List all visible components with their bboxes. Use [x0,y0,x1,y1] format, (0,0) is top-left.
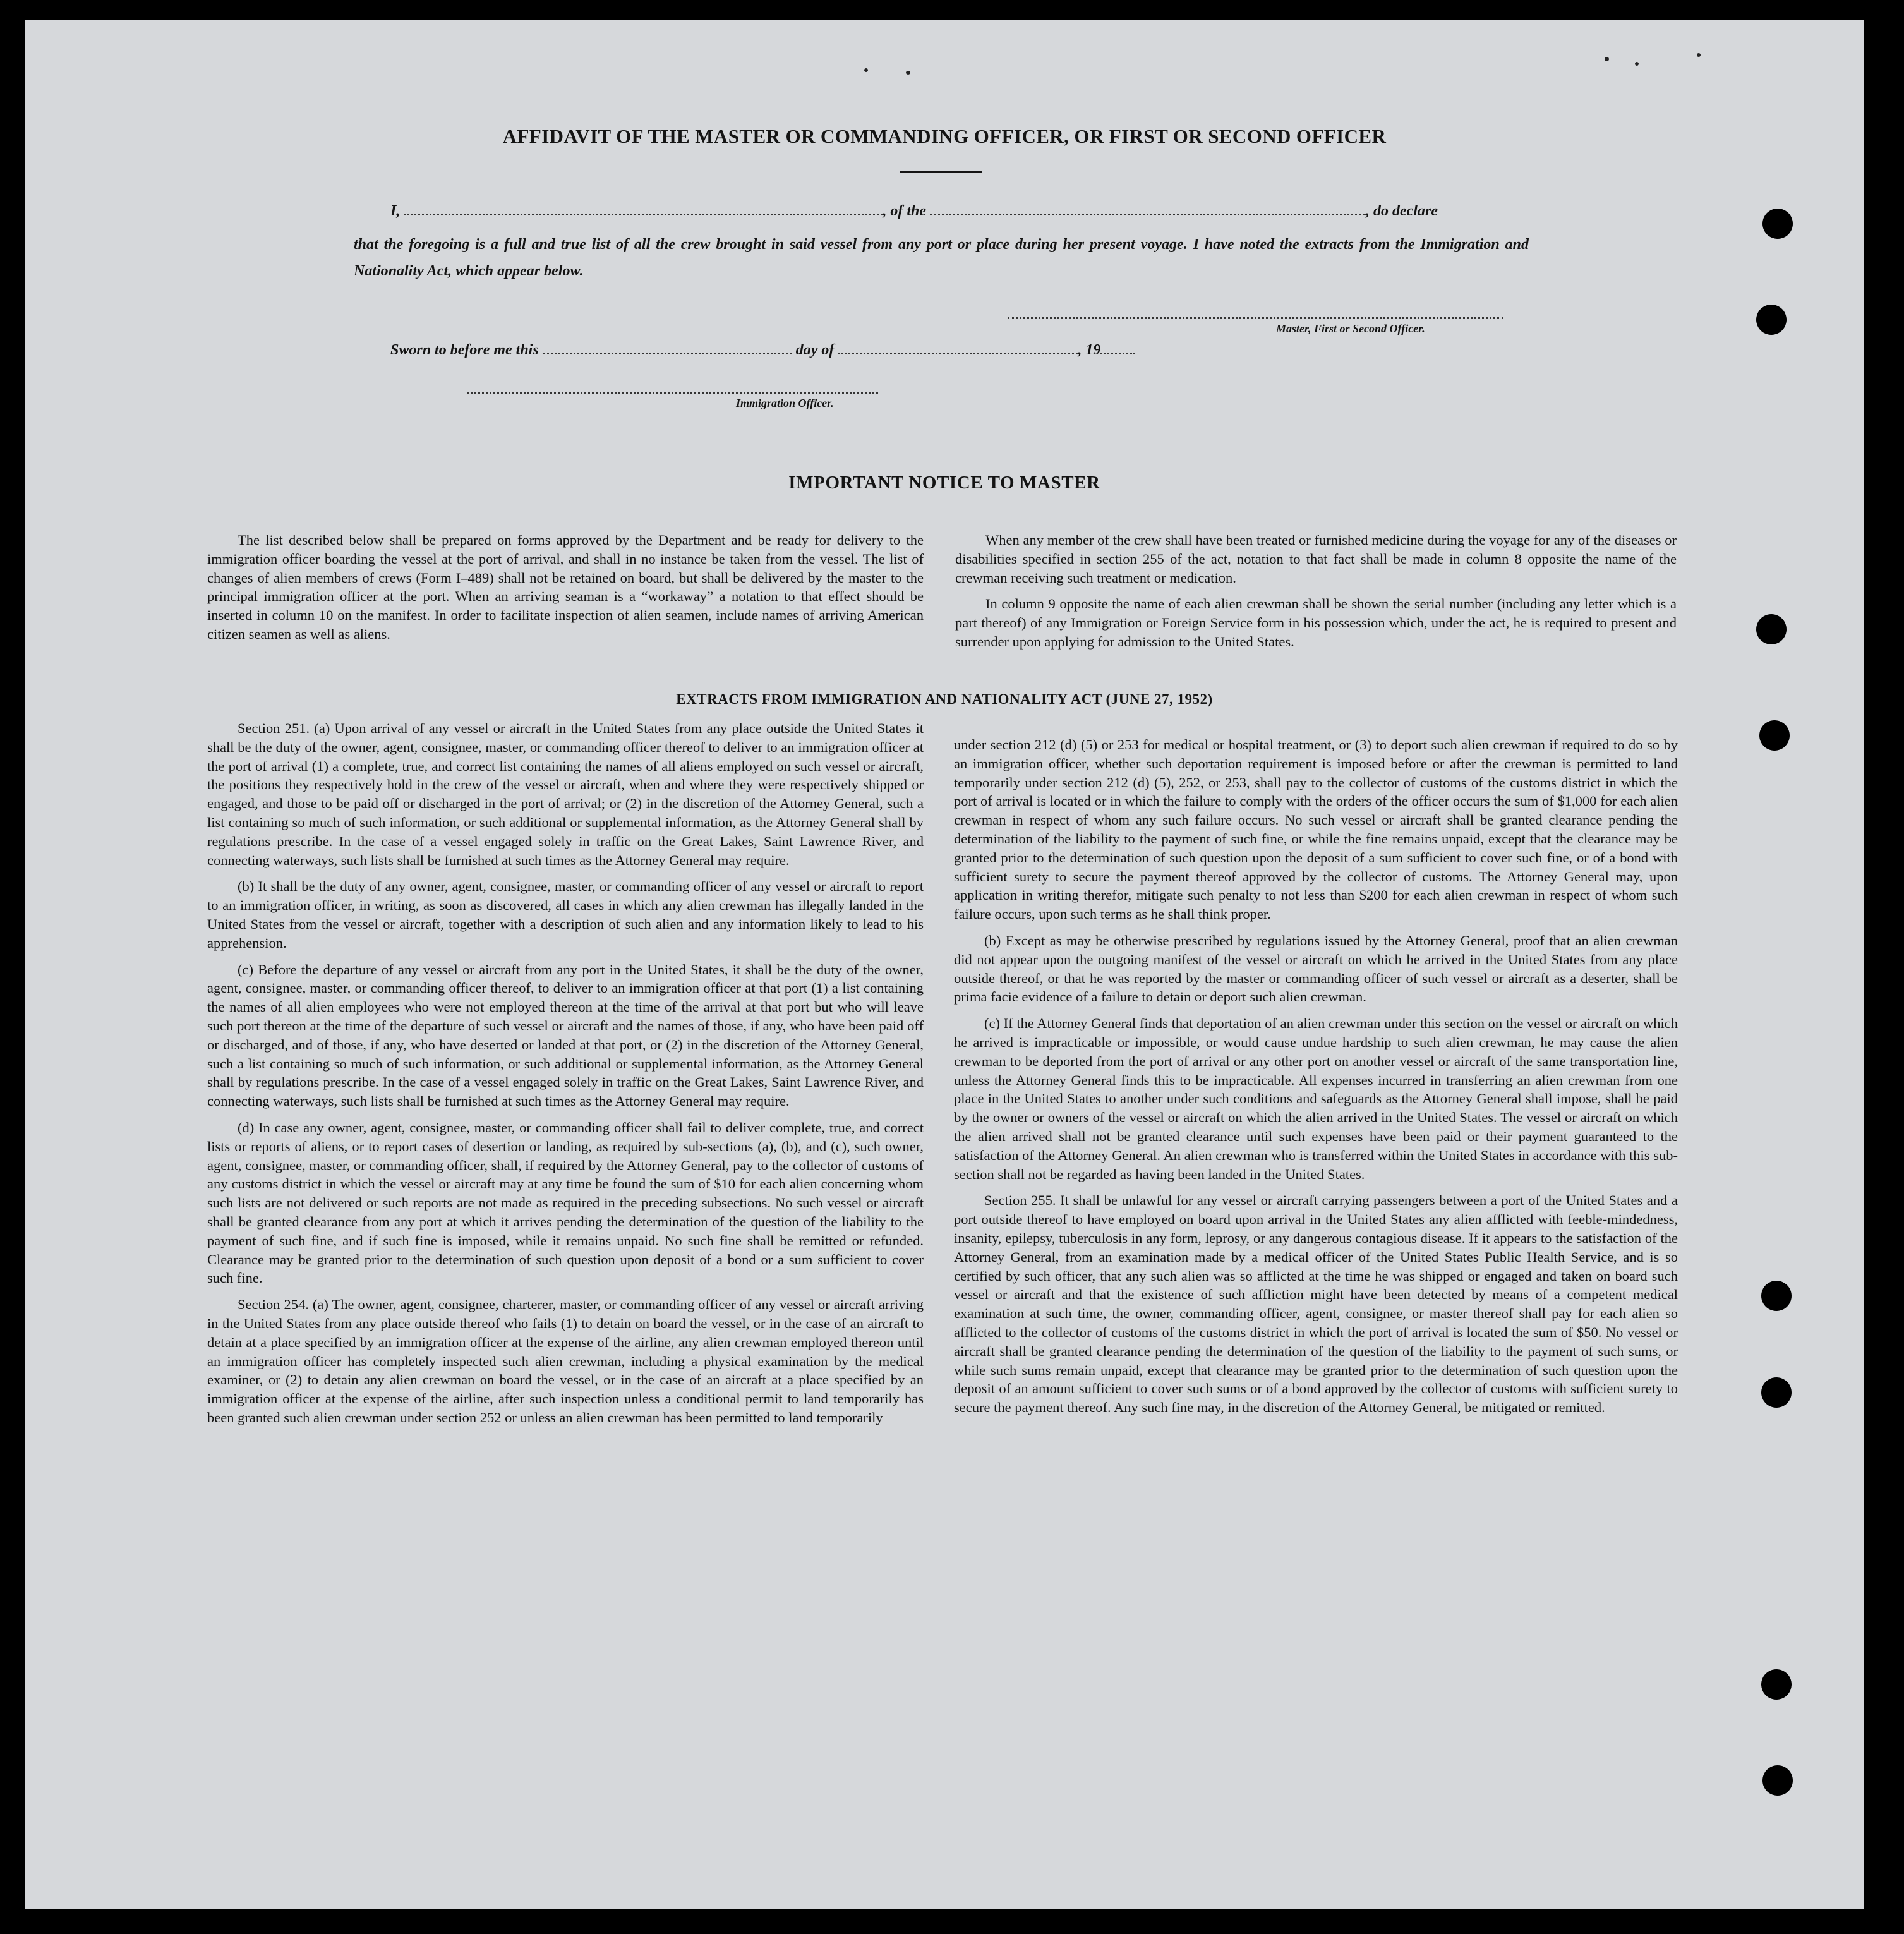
sworn-label: Sworn to before me this [390,342,539,358]
section-paragraph: (c) Before the departure of any vessel or aircraft from any port in the United States, it shall be the duty of the owner, agent, consignee, master, or commanding officer thereof, to deliver to an immigration officer at that port (1) a list containing the names of all alien employees who were not employed thereon at the time of the arrival at that port but who will leave such port thereon at the time of the departure of such vessel or aircraft and the names of those, if any, who have been paid off or discharged, and of those, if any, who have deserted or landed at that port, or (2) in the discretion of the Attorney General, such a list containing so much of such information, or such additional or supplemental information, as the Attorney General shall by regulations prescribe. In the case of a vessel engaged solely in traffic on the Great Lakes, Saint Lawrence River, and connecting waterways, such lists shall be furnished at such times as the Attorney General may require. [207,961,924,1109]
i-label: I, [390,203,401,219]
section-paragraph: Section 251. (a) Upon arrival of any vessel or aircraft in the United States from any place outside the United States it shall be the duty of the owner, agent, consignee, master, or commanding officer thereof to deliver to an immigration officer at the port of arrival (1) a complete, true, and correct list containing the names of all aliens employed on such vessel or aircraft, the positions they respectively hold in the crew of the vessel or aircraft, when and where they were respectively shipped or engaged, and those to be paid off or discharged in the port of arrival; or (2) in the discretion of the Attorney General, such a list containing so much of such information, or such additional or supplemental information, as the Attorney General shall by regulations prescribe. In the case of a vessel engaged solely in traffic on the Great Lakes, Saint Lawrence River, and connecting waterways, such lists shall be furnished at such times as the Attorney General may require. [207,720,924,868]
do-declare-label: , do declare [1366,203,1438,219]
binder-hole [1762,1765,1793,1796]
section-paragraph: under section 212 (d) (5) or 253 for medical or hospital treatment, or (3) to deport such alien crewman if required to do so by an immigration officer, whether such deportation requirement is imposed before or after the crewman is permitted to land temporarily under section 212 (d) (5), 252, or 253, shall pay to the collector of customs of the customs district in which the port of arrival is located or in which the failure to comply with the orders of the officer occurs the sum of $1,000 for each alien crewman in respect of whom any such failure occurs. No such vessel or aircraft shall be granted clearance pending the determination of the liability to the payment of such fine, or while the fine remains unpaid, except that the clearance may be granted prior to the determination of such question upon the deposit of a sum sufficient to cover such fine, or of a bond with sufficient surety to secure the payment thereof approved by the collector of customs. The Attorney General may, upon application in writing therefor, mitigate such penalty to not less than $200 for each alien crewman in respect of whom such failure occurs, upon such terms as he shall think proper. [954,737,1678,922]
officer-signature-line[interactable] [467,392,878,394]
extracts-title: EXTRACTS FROM IMMIGRATION AND NATIONALITY ACT (JUNE 27, 1952) [676,691,1213,707]
scan-speck [1697,53,1701,57]
affidavit-title: AFFIDAVIT OF THE MASTER OR COMMANDING OFFICER, OR FIRST OR SECOND OFFICER [502,125,1387,147]
sworn-day-blank[interactable] [543,341,792,354]
notice-right-column [955,531,1677,659]
sworn-year-blank[interactable] [1100,341,1135,354]
notice-paragraph: In column 9 opposite the name of each alien crewman shall be shown the serial number (including any letter which is a part thereof) of any Immigration or Foreign Service form in his possession which, under the act, he is required to present and surrender upon applying for admission to the United States. [955,596,1677,650]
binder-hole [1761,1669,1792,1700]
day-of-label: day of [795,342,835,358]
name-blank[interactable] [404,202,883,215]
declaration-text: that the foregoing is a full and true list of all the crew brought in said vessel from any port or place during her present voyage. I have noted the extracts from the Immigration and Nationality Act, which appear below. [354,236,1529,279]
section-paragraph: (b) It shall be the duty of any owner, agent, consignee, master, or commanding officer of any vessel or aircraft to report to an immigration officer, in writing, as soon as discovered, all cases in which any alien crewman has illegally landed in the United States from the vessel or aircraft, together with a description of such alien and any information likely to lead to his apprehension. [207,878,924,951]
scan-speck [1635,62,1639,66]
binder-hole [1756,614,1787,644]
binder-hole [1756,305,1787,335]
scan-speck [1605,57,1609,61]
scan-speck [864,68,868,72]
declarant-line [390,202,1438,220]
section-paragraph: (d) In case any owner, agent, consignee, master, or commanding officer shall fail to deliver complete, true, and correct lists or reports of aliens, or to report cases of desertion or landing, as required by sub-sections (a), (b), and (c), such owner, agent, consignee, master, or commanding officer, shall, if required by the Attorney General, pay to the collector of customs of any customs district in which the vessel or aircraft may at any time be found the sum of $10 for each alien concerning whom such lists are not delivered or such reports are not made as required in the preceding subsections. No such vessel or aircraft shall be granted clearance from any port at which it arrives pending the determination of the question of the liability to the payment of such fine, and if such fine is imposed, while it remains unpaid. No such fine shall be remitted or refunded. Clearance may be granted prior to the determination of such question upon deposit of a bond or a sum sufficient to cover such fine. [207,1119,924,1286]
master-signature-label: Master, First or Second Officer. [1276,322,1425,335]
section-paragraph: Section 255. It shall be unlawful for any vessel or aircraft carrying passengers between a port of the United States and a port outside thereof to have employed on board upon arrival in the United States any alien afflicted with feeble-mindedness, insanity, epilepsy, tuberculosis in any form, leprosy, or any dangerous contagious disease. If it appears to the satisfaction of the Attorney General, from an examination made by a medical officer of the United States Public Health Service, and is so certified by such officer, that any such alien was so afflicted at the time he was shipped or engaged and taken on board such vessel or aircraft and that the existence of such affliction might have been detected by means of a competent medical examination at such time, the owner, commanding officer, agent, consignee, or master thereof shall pay for each alien so afflicted to the collector of customs of the customs district in which the port of arrival is located the sum of $50. No vessel or aircraft shall be granted clearance pending the determination of the question of the liability to the payment of such sums, or while such sums remain unpaid, except that clearance may be granted prior to the determination of such question upon the deposit of an amount sufficient to cover such sums or of a bond approved by the collector of customs with sufficient surety to secure the payment thereof. Any such fine may, in the discretion of the Attorney General, be mitigated or remitted. [954,1192,1678,1416]
notice-paragraph: The list described below shall be prepared on forms approved by the Department and be ready for delivery to the immigration officer boarding the vessel at the port of arrival, and shall in no instance be taken from the vessel. The list of changes of alien members of crews (Form I–489) shall not be retained on board, but shall be delivered by the master to the principal immigration officer at the port. When an arriving seaman is a “workaway” a notation to that effect should be inserted in column 10 on the manifest. In order to facilitate inspection of alien seamen, include names of arriving American citizen seamen as well as aliens. [207,532,924,642]
binder-hole [1761,1377,1792,1408]
notice-left-column [207,531,924,651]
notice-paragraph: When any member of the crew shall have been treated or furnished medicine during the voyage for any of the diseases or disabilities specified in section 255 of the act, notation to that fact shall be made in column 8 opposite the name of the crewman receiving such treatment or medication. [955,532,1677,586]
sworn-month-blank[interactable] [838,341,1078,354]
section-paragraph: (b) Except as may be otherwise prescribed by regulations issued by the Attorney General, proof that an alien crewman did not appear upon the outgoing manifest of the vessel or aircraft on which he arrived in the United States from any place outside thereof, or that he was reported by the master or commanding officer of such vessel or aircraft as a deserter, shall be prima facie evidence of a failure to detain or deport such alien crewman. [954,932,1678,1005]
binder-hole [1762,209,1793,239]
binder-hole [1761,1281,1792,1311]
master-signature-line[interactable] [1008,317,1503,319]
officer-signature-label: Immigration Officer. [736,397,834,409]
notice-title: IMPORTANT NOTICE TO MASTER [788,473,1100,493]
extracts-left-column [207,719,924,1435]
vessel-blank[interactable] [930,202,1366,215]
year-label: , 19 [1078,342,1101,358]
title-rule [900,171,982,173]
binder-hole [1759,720,1790,751]
scan-speck [906,71,910,75]
extracts-right-column [954,735,1678,1425]
of-the-label: , of the [883,203,927,219]
section-paragraph: (c) If the Attorney General finds that deportation of an alien crewman under this section on the vessel or aircraft on which he arrived is impracticable or impossible, or would cause undue hardship to such alien crewman, he may cause the alien crewman to be deported from the port of arrival or any other port on another vessel or aircraft of the same transportation line, unless the Attorney General finds this to be impracticable. All expenses incurred in transferring an alien crewman from one place in the United States to another under such conditions and safeguards as the Attorney General shall impose, shall be paid by the owner or owners of the vessel or aircraft on which the alien arrived in the United States. The vessel or aircraft on which the alien arrived shall not be granted clearance until such expenses have been paid or their payment guaranteed to the satisfaction of the Attorney General. An alien crewman who is transferred within the United States in accordance with this sub-section shall not be regarded as having been landed in the United States. [954,1015,1678,1182]
section-paragraph: Section 254. (a) The owner, agent, consignee, charterer, master, or commanding officer of any vessel or aircraft arriving in the United States from any place outside thereof who fails (1) to detain on board the vessel, or in the case of an aircraft to detain at a place specified by an immigration officer at the expense of the airline, any alien crewman employed thereon until an immigration officer has completely inspected such alien crewman, including a physical examination by the medical examiner, or (2) to detain any alien crewman on board the vessel, or in the case of an aircraft at a place specified by an immigration officer at the expense of the airline, after such inspection unless a conditional permit to land temporarily has been granted such alien crewman under section 252 or unless an alien crewman has been permitted to land temporarily [207,1296,924,1425]
sworn-line [390,341,1135,359]
manifest-page [25,20,1864,1909]
